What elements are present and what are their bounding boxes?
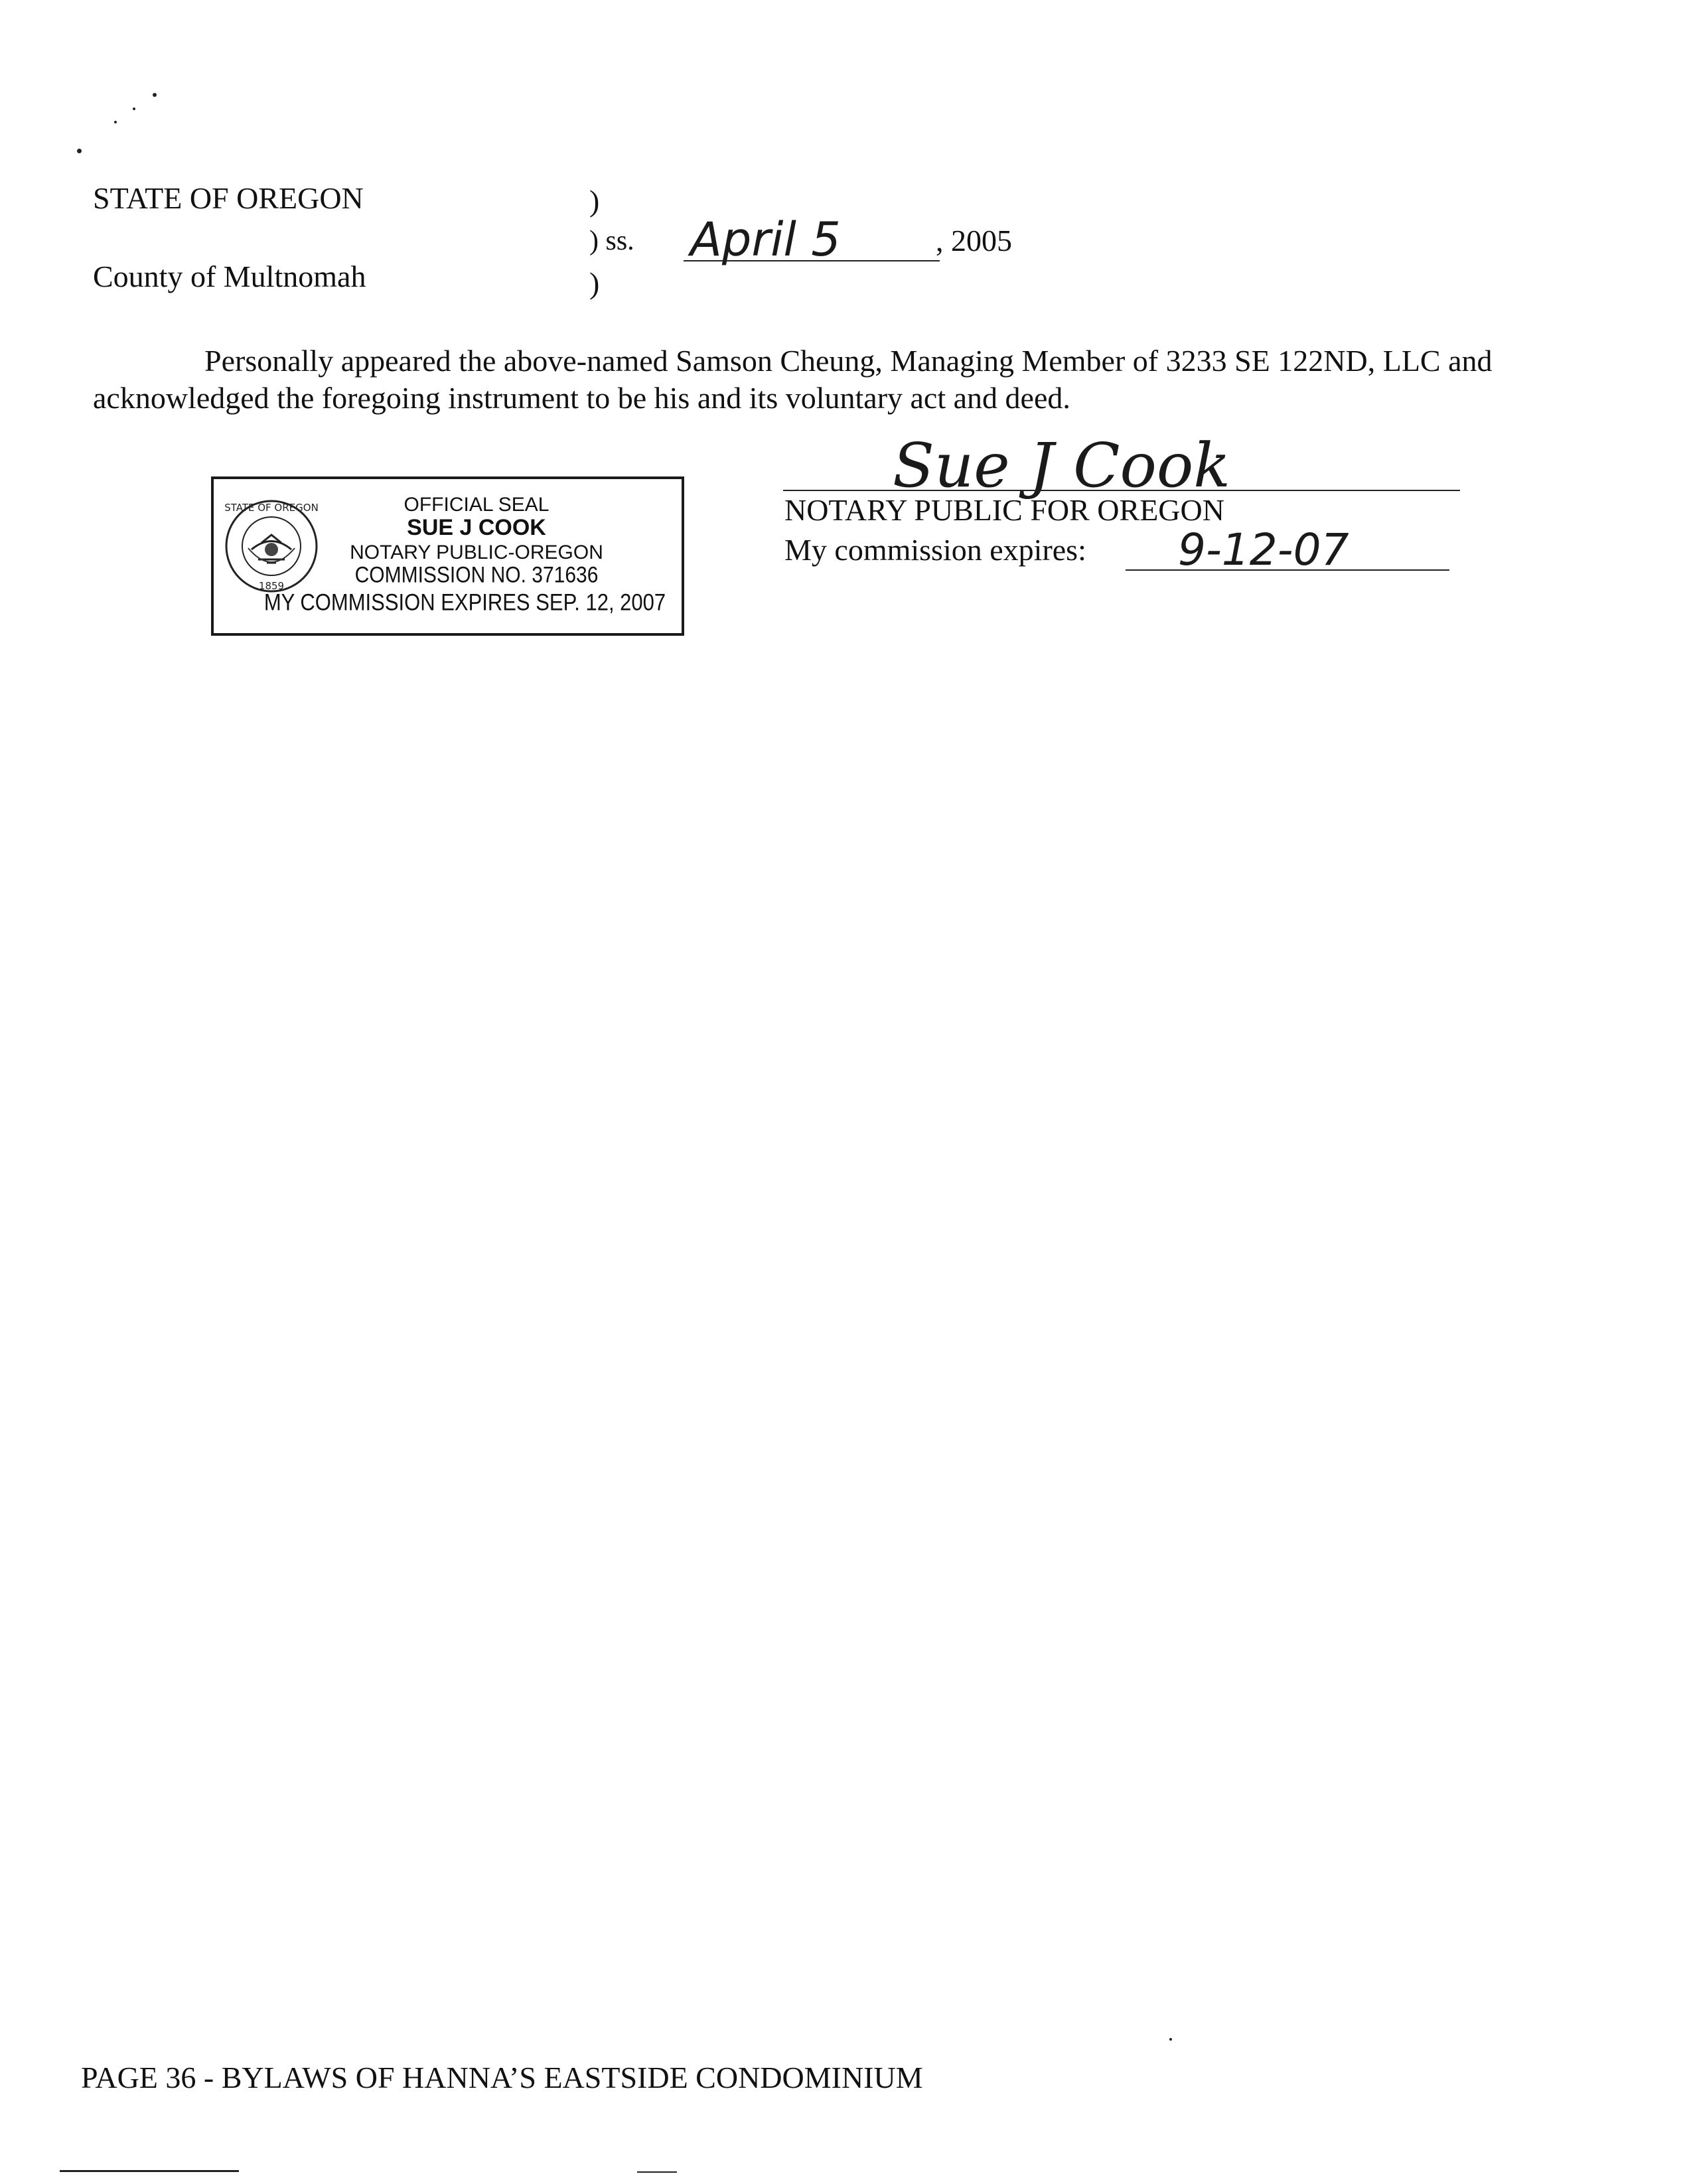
date-handwritten: April 5: [690, 212, 841, 267]
bottom-edge-mark: [637, 2171, 677, 2173]
scan-mark: [114, 121, 117, 123]
notary-title: NOTARY PUBLIC FOR OREGON: [784, 493, 1224, 527]
bottom-edge-mark: [60, 2170, 239, 2172]
commission-expires-value: 9-12-07: [1178, 524, 1349, 575]
seal-line-official: OFFICIAL SEAL: [403, 494, 549, 516]
scan-mark: [133, 108, 135, 110]
seal-line-name: SUE J COOK: [407, 515, 546, 540]
seal-line-commission: COMMISSION NO. 371636: [354, 562, 599, 588]
venue-paren-ss: ) ss.: [589, 226, 634, 256]
county-label: County of Multnomah: [93, 259, 366, 293]
state-label: STATE OF OREGON: [93, 181, 364, 215]
scan-mark: [77, 149, 82, 153]
acknowledgment-paragraph: [93, 342, 1639, 417]
page-footer: PAGE 36 - BYLAWS OF HANNA’S EASTSIDE CONDOMINIUM: [81, 2061, 923, 2094]
official-seal-stamp: [211, 476, 684, 636]
seal-line-notary: NOTARY PUBLIC-OREGON: [350, 542, 603, 563]
seal-line-expires: MY COMMISSION EXPIRES SEP. 12, 2007: [263, 589, 666, 616]
venue-paren-top: ): [589, 184, 600, 218]
svg-text:1859: 1859: [258, 580, 285, 592]
date-underline: [684, 260, 940, 261]
scan-mark: [1169, 2038, 1172, 2041]
venue-paren-bottom: ): [589, 266, 600, 300]
commission-expires-underline: [1126, 569, 1449, 571]
date-year: , 2005: [936, 224, 1012, 257]
scan-mark: [153, 93, 157, 97]
signature-line: [783, 490, 1460, 491]
notary-signature: Sue J Cook: [893, 430, 1231, 501]
svg-text:STATE OF OREGON: STATE OF OREGON: [224, 502, 319, 514]
commission-expires-label: My commission expires:: [784, 533, 1086, 567]
acknowledgment-text: Personally appeared the above-named Samson Cheung, Managing Member of 3233 SE 122ND, LLC and acknowledged the foregoing instrument to be his and its voluntary act and deed.: [93, 344, 1493, 415]
